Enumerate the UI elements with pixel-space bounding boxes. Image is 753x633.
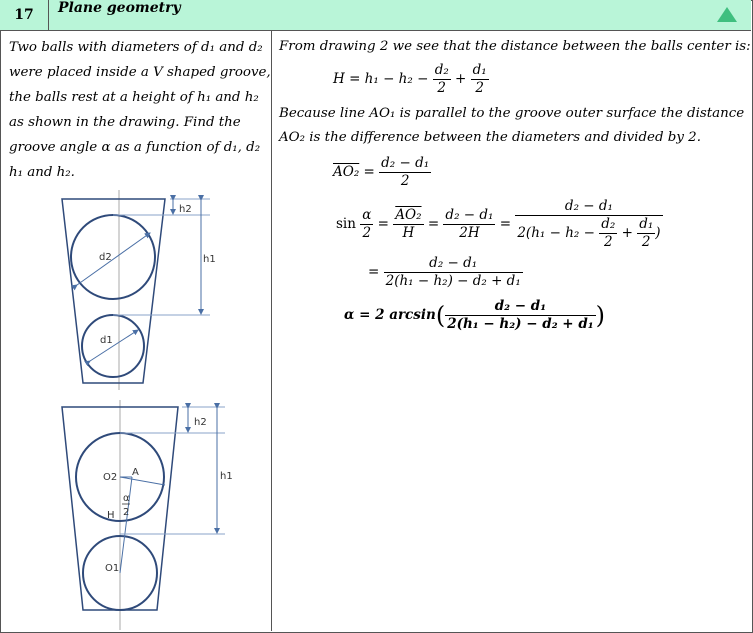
problem-line: the balls rest at a height of h₁ and h₂: [9, 90, 259, 105]
column-divider: [271, 31, 272, 631]
header-bar: [0, 0, 751, 31]
label-two: 2: [123, 507, 130, 518]
label-d1: d1: [100, 335, 113, 346]
equation-simplified: = $\frac{\text{d₂ − d₁}}{\text{2(h₁ − h₂) − d₂ + d₁}}$: [368, 255, 521, 289]
problem-line: groove angle α as a function of d₁, d₂: [9, 140, 261, 155]
drawing-2: [50, 400, 250, 630]
groove-outline: [62, 199, 165, 383]
label-d2: d2: [99, 252, 112, 263]
problem-line: were placed inside a V shaped groove,: [9, 65, 271, 80]
equation-sin: sin $\frac{\alpha}{2}$ = $\frac{\text{AO₂}}{H}$ = $\frac{\text{d₂ − d₁}}{2H}$ = d₂ − d₁ 2(h₁ − h₂ − $\frac{\text{d₂}}{2}$ + $\frac{\text{d₁}}{2}$ ): [336, 198, 661, 250]
equation-alpha-result: α = 2 arcsin( $\frac{\text{d₂ − d₁}}{\text{2(h₁ − h₂) − d₂ + d₁}}$ ): [344, 298, 606, 332]
solution: [279, 35, 749, 59]
label-h1: h1: [203, 254, 216, 265]
problem-line: as shown in the drawing. Find the: [9, 115, 241, 130]
label-O1: O1: [105, 563, 120, 574]
equation-H: H = h₁ − h₂ − $\frac{\text{d₂}}{2}$ + $\frac{\text{d₁}}{2}$: [333, 62, 487, 96]
section-title: Plane geometry: [58, 0, 181, 16]
solution-intro: From drawing 2 we see that the distance between the balls center is:: [279, 39, 751, 54]
problem-number: 17: [0, 0, 49, 30]
paragraph-line: Because line AO₁ is parallel to the groove outer surface the distance: [279, 106, 745, 121]
label-O2: O2: [103, 472, 118, 483]
label-h2: h2: [179, 204, 192, 215]
ball-large: [71, 215, 155, 299]
triangle-up-icon[interactable]: [717, 7, 737, 22]
label-h2: h2: [194, 417, 207, 428]
problem-statement: [9, 35, 271, 185]
label-alpha: α: [123, 493, 130, 504]
problem-line: Two balls with diameters of d₁ and d₂: [9, 40, 263, 55]
equation-AO2: AO₂ = $\frac{\text{d₂ − d₁}}{2}$: [333, 155, 430, 189]
label-h1: h1: [220, 471, 233, 482]
problem-line: h₁ and h₂.: [9, 165, 75, 180]
drawing-1: [50, 190, 230, 390]
label-H: H: [107, 510, 115, 521]
label-A: A: [132, 467, 139, 478]
paragraph-line: AO₂ is the difference between the diameters and divided by 2.: [279, 130, 701, 145]
